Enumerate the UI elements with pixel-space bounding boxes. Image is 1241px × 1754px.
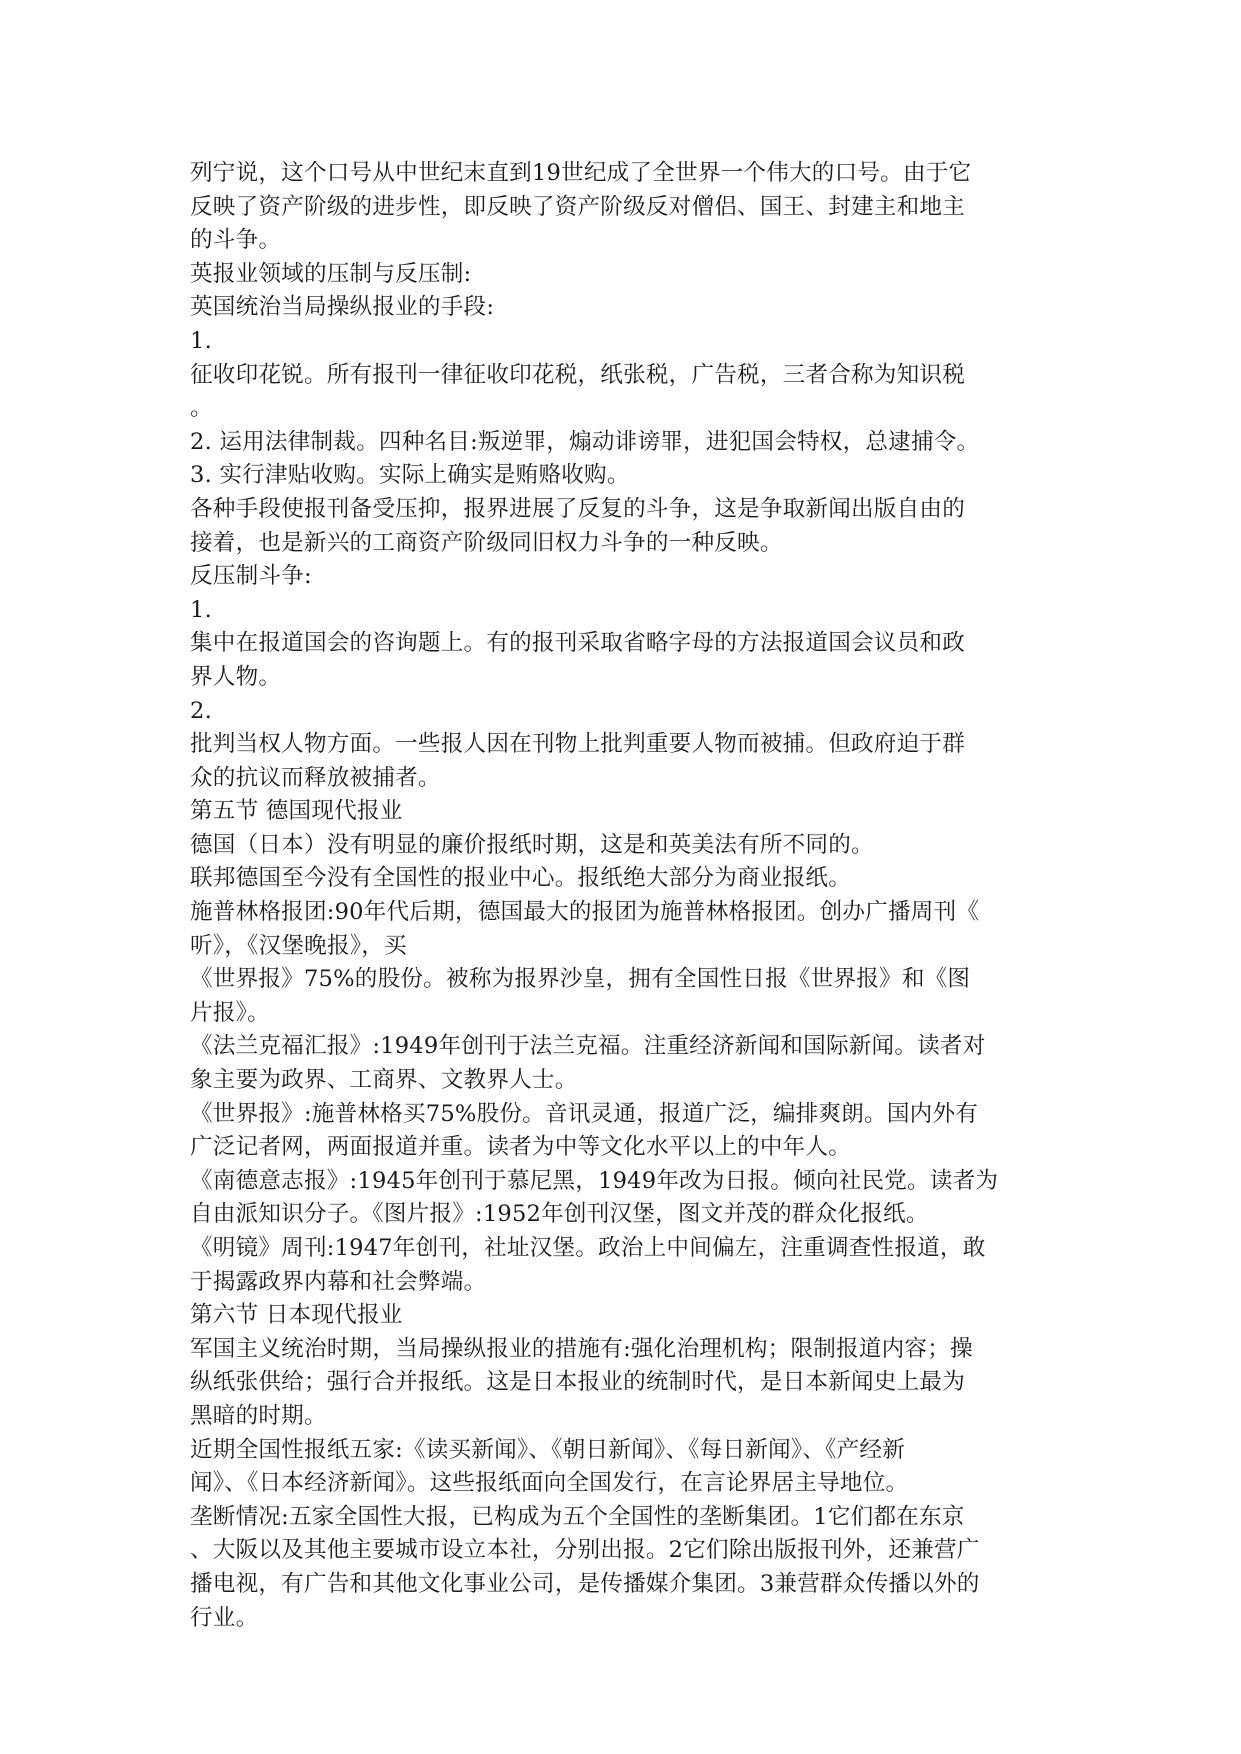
text-line: 《世界报》:施普林格买75%股份。音讯灵通，报道广泛，编排爽朗。国内外有 xyxy=(190,1100,979,1127)
list-number: 1. xyxy=(190,596,212,623)
section-title: 第六节 日本现代报业 xyxy=(190,1302,403,1329)
list-number: 2. xyxy=(190,697,212,724)
text-line: 。 xyxy=(190,395,213,422)
list-item: 2. 运用法律制裁。四种名目:叛逆罪，煽动诽谤罪，进犯国会特权，总逮捕令。 xyxy=(190,428,980,455)
text-line: 垄断情况:五家全国性大报，已构成为五个全国性的垄断集团。1它们都在东京 xyxy=(190,1503,965,1530)
list-item: 3. 实行津贴收购。实际上确实是贿赂收购。 xyxy=(190,462,630,489)
text-line: 《明镜》周刊:1947年创刊，社址汉堡。政治上中间偏左，注重调查性报道，敢 xyxy=(190,1235,986,1261)
text-line: 德国（日本）没有明显的廉价报纸时期，这是和英美法有所不同的。 xyxy=(190,831,874,858)
text-line: 征收印花锐。所有报刊一律征收印花税，纸张税，广告税，三者合称为知识税 xyxy=(190,361,965,388)
text-line: 批判当权人物方面。一些报人因在刊物上批判重要人物而被捕。但政府迫于群 xyxy=(190,731,965,758)
text-line: 黑暗的时期。 xyxy=(190,1402,327,1429)
text-line: 听》，《汉堡晚报》，买 xyxy=(190,932,407,959)
text-line: 反映了资产阶级的进步性，即反映了资产阶级反对僧侣、国王、封建主和地主 xyxy=(190,193,965,220)
text-line: 的斗争。 xyxy=(190,227,282,254)
section-heading: 反压制斗争: xyxy=(190,563,312,590)
text-line: 《世界报》75%的股份。被称为报界沙皇，拥有全国性日报《世界报》和《图 xyxy=(190,966,971,993)
text-line: 列宁说，这个口号从中世纪末直到19世纪成了全世界一个伟大的口号。由于它 xyxy=(190,160,972,186)
text-line: 纵纸张供给；强行合并报纸。这是日本报业的统制时代，是日本新闻史上最为 xyxy=(190,1369,965,1396)
text-line: 自由派知识分子。《图片报》:1952年创刊汉堡，图文并茂的群众化报纸。 xyxy=(190,1201,929,1228)
text-line: 界人物。 xyxy=(190,663,282,690)
text-line: 英国统治当局操纵报业的手段: xyxy=(190,294,495,321)
text-line: 军国主义统治时期，当局操纵报业的措施有:强化治理机构；限制报道内容；操 xyxy=(190,1335,973,1362)
text-line: 于揭露政界内幕和社会弊端。 xyxy=(190,1268,487,1295)
section-title: 第五节 德国现代报业 xyxy=(190,798,403,825)
text-line: 象主要为政界、工商界、文教界人士。 xyxy=(190,1067,578,1094)
text-line: 闻》、《日本经济新闻》。这些报纸面向全国发行，在言论界居主导地位。 xyxy=(190,1470,909,1497)
text-line: 播电视，有广告和其他文化事业公司，是传播媒介集团。3兼营群众传播以外的 xyxy=(190,1570,980,1597)
text-line: 近期全国性报纸五家:《读买新闻》、《朝日新闻》、《每日新闻》、《产经新 xyxy=(190,1436,905,1463)
text-line: 联邦德国至今没有全国性的报业中心。报纸绝大部分为商业报纸。 xyxy=(190,865,852,892)
text-line: 众的抗议而释放被捕者。 xyxy=(190,764,441,791)
text-line: 各种手段使报刊备受压抑，报界进展了反复的斗争，这是争取新闻出版自由的 xyxy=(190,495,965,522)
text-line: 接着，也是新兴的工商资产阶级同旧权力斗争的一种反映。 xyxy=(190,529,783,556)
text-line: 《南德意志报》:1945年创刊于慕尼黑，1949年改为日报。倾向社民党。读者为 xyxy=(190,1167,999,1194)
text-line: 广泛记者网，两面报道并重。读者为中等文化水平以上的中年人。 xyxy=(190,1134,852,1161)
text-line: 施普林格报团:90年代后期，德国最大的报团为施普林格报团。创办广播周刊《 xyxy=(190,899,980,926)
list-number: 1. xyxy=(190,327,212,354)
text-line: 片报》。 xyxy=(190,999,270,1026)
text-line: 、大阪以及其他主要城市设立本社，分别出报。2它们除出版报刊外，还兼营广 xyxy=(190,1537,980,1564)
document-body xyxy=(190,157,1070,1635)
text-line: 集中在报道国会的咨询题上。有的报刊采取省略字母的方法报道国会议员和政 xyxy=(190,630,965,657)
section-heading: 英报业领域的压制与反压制: xyxy=(190,260,472,287)
text-line: 《法兰克福汇报》:1949年创刊于法兰克福。注重经济新闻和国际新闻。读者对 xyxy=(190,1033,986,1060)
text-line: 行业。 xyxy=(190,1604,259,1631)
